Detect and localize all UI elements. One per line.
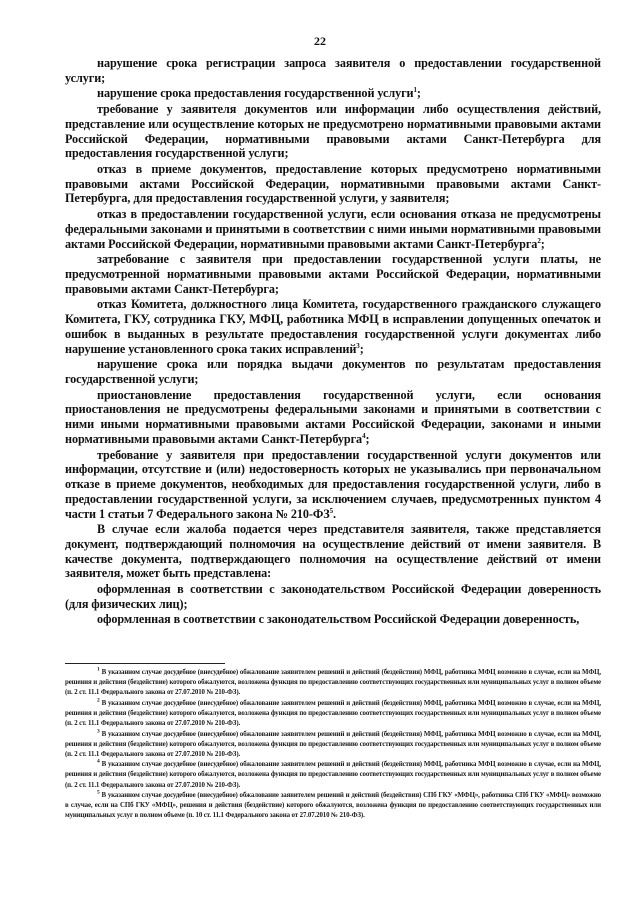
- paragraph-text: оформленная в соответствии с законодательством Российской Федерации доверенность,: [97, 612, 580, 627]
- paragraph-text: В случае если жалоба подается через представителя заявителя, также представляется документ, подтверждающий полномочия на осуществление действий от имени заявителя. В качестве документа, подтверждающего полномочия на осуществление действий от имени заявителя, может быть представлена:: [65, 522, 601, 581]
- footnote: [65, 668, 601, 698]
- paragraph-punctuation: ;: [540, 236, 545, 251]
- paragraph: [65, 102, 601, 161]
- paragraph-text: нарушение срока регистрации запроса заявителя о предоставлении государственной услуги;: [65, 56, 601, 85]
- paragraph: [65, 162, 601, 206]
- paragraph-text: отказ в приеме документов, предоставление которых предусмотрено нормативными правовыми актами Российской Федерации, нормативными правовыми актами Санкт-Петербурга, для предоставления государственной услуги, у заявителя;: [65, 161, 601, 206]
- paragraph: [65, 448, 601, 522]
- paragraph-text: отказ в предоставлении государственной услуги, если основания отказа не предусмотрены федеральными законами и принятыми в соответствии с ними иными нормативными правовыми актами Российской Федерации, нормативными правовыми актами Санкт-Петербурга: [65, 207, 601, 251]
- paragraph-text: нарушение срока или порядка выдачи документов по результатам предоставления государственной услуги;: [65, 357, 601, 386]
- footnote-number: 3: [97, 728, 100, 735]
- footnote-number: 4: [97, 759, 100, 766]
- footnote: [65, 730, 601, 760]
- footnote: [65, 699, 601, 729]
- paragraph: [65, 86, 601, 101]
- footnote: [65, 760, 601, 790]
- footnote-separator: [65, 663, 225, 664]
- footnote-number: 1: [97, 666, 100, 673]
- footnote-text: В указанном случае досудебное (внесудебное) обжалование заявителем решений и действий (бездействия) МФЦ, работника МФЦ возможно в случае, если на МФЦ, решения и действия (бездействие) которого обжалуются, возложена функция по предоставлению соответствующих государственных или муниципальных услуг в полном объеме (п. 2 ст. 11.1 Федерального закона от 27.07.2010 № 210-ФЗ).: [65, 699, 601, 727]
- paragraph-punctuation: ;: [359, 341, 364, 356]
- paragraph-punctuation: ;: [365, 431, 370, 446]
- paragraph: [65, 582, 601, 612]
- footnote-text: В указанном случае досудебное (внесудебное) обжалование заявителем решений и действий (бездействия) МФЦ, работника МФЦ возможно в случае, если на МФЦ, решения и действия (бездействие) которого обжалуются, возложена функция по предоставлению соответствующих государственных или муниципальных услуг в полном объеме (п. 2 ст. 11.1 Федерального закона от 27.07.2010 № 210-ФЗ).: [65, 669, 601, 697]
- paragraph: [65, 56, 601, 86]
- paragraph: [65, 612, 601, 627]
- paragraph-punctuation: .: [333, 506, 337, 521]
- footnote-text: В указанном случае досудебное (внесудебное) обжалование заявителем решений и действий (бездействия) МФЦ, работника МФЦ возможно в случае, если на МФЦ, решения и действия (бездействие) которого обжалуются, возложена функция по предоставлению соответствующих государственных или муниципальных услуг в полном объеме (п. 2 ст. 11.1 Федерального закона от 27.07.2010 № 210-ФЗ).: [65, 730, 601, 758]
- paragraph: [65, 252, 601, 296]
- footnote-text: В указанном случае досудебное (внесудебное) обжалование заявителем решений и действий (бездействия) МФЦ, работника МФЦ возможно в случае, если на МФЦ, решения и действия (бездействие) которого обжалуются, возложена функция по предоставлению соответствующих государственных или муниципальных услуг в полном объеме (п. 2 ст. 11.1 Федерального закона от 27.07.2010 № 210-ФЗ).: [65, 761, 601, 789]
- footnote-number: 2: [97, 697, 100, 704]
- footnote-ref: 5: [329, 506, 334, 515]
- paragraph-text: требование у заявителя при предоставлении государственной услуги документов или информации, отсутствие и (или) недостоверность которых не указывались при первоначальном отказе в приеме документов, необходимых для предоставления государственной услуги, либо в предоставлении государственной услуги, за исключением случаев, предусмотренных пунктом 4 части 1 статьи 7 Федерального закона № 210-ФЗ: [65, 447, 601, 521]
- page-number: 22: [314, 34, 326, 48]
- footnote-ref: 4: [362, 431, 366, 440]
- paragraph-text: приостановление предоставления государственной услуги, если основания приостановления не предусмотрены федеральными законами и принятыми в соответствии с ними иными нормативными правовыми актами Российской Федерации, законами и иными нормативными правовыми актами Санкт-Петербурга: [65, 387, 601, 446]
- footnote-number: 5: [97, 789, 100, 796]
- paragraph: [65, 388, 601, 447]
- paragraph: [65, 357, 601, 387]
- paragraph-text: нарушение срока предоставления государственной услуги: [97, 86, 414, 101]
- footnote-ref: 2: [537, 236, 541, 245]
- paragraph-text: затребование с заявителя при предоставлении государственной услуги платы, не предусмотренной нормативными правовыми актами Российской Федерации, нормативными правовыми актами Санкт-Петербурга;: [65, 252, 601, 296]
- paragraph-punctuation: ;: [416, 86, 421, 101]
- document-body: [65, 56, 601, 627]
- paragraph-text: оформленная в соответствии с законодательством Российской Федерации доверенность (для физических лиц);: [65, 582, 601, 611]
- paragraph-text: отказ Комитета, должностного лица Комитета, государственного гражданского служащего Комитета, ГКУ, сотрудника ГКУ, МФЦ, работника МФЦ в исправлении допущенных опечаток и ошибок в выданных в результате предоставления государственной услуги документах либо нарушение установленного срока таких исправлений: [65, 297, 601, 356]
- footnotes: [65, 668, 601, 822]
- paragraph: [65, 207, 601, 251]
- footnote-text: В указанном случае досудебное (внесудебное) обжалование заявителем решений и действий (бездействия) СПб ГКУ «МФЦ», работника СПб ГКУ «МФЦ» возможно в случае, если на СПб ГКУ «МФЦ», решения и действия (бездействие) которого обжалуются, возложена функция по предоставлению соответствующих государственных или муниципальных услуг в полном объеме (п. 10 ст. 11.1 Федерального закона от 27.07.2010 № 210-ФЗ).: [65, 792, 602, 820]
- footnote: [65, 791, 601, 821]
- footnote-ref: 1: [413, 86, 417, 95]
- footnote-ref: 3: [356, 341, 360, 350]
- paragraph: [65, 297, 601, 356]
- paragraph-text: требование у заявителя документов или информации либо осуществления действий, представление или осуществление которых не предусмотрено нормативными правовыми актами Российской Федерации, нормативными правовыми актами Санкт-Петербурга для предоставления государственной услуги;: [65, 102, 601, 161]
- paragraph: [65, 522, 601, 581]
